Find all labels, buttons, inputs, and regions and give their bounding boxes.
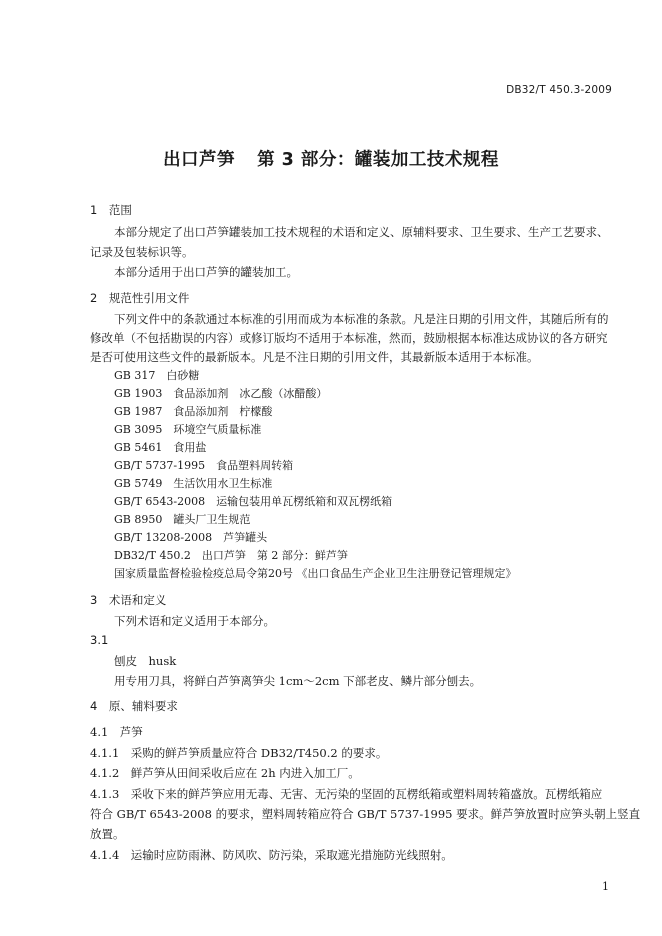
reference-item: GB 8950 罐头厂卫生规范 bbox=[114, 513, 251, 526]
reference-item: DB32/T 450.2 出口芦笋 第 2 部分：鲜芦笋 bbox=[114, 549, 348, 562]
document-title bbox=[0, 146, 662, 171]
reference-item: GB/T 13208-2008 芦笋罐头 bbox=[114, 531, 268, 544]
subsection-4-1-heading: 4.1 芦笋 bbox=[90, 725, 143, 739]
page-number: 1 bbox=[602, 880, 609, 893]
reference-item: GB 3095 环境空气质量标准 bbox=[114, 423, 262, 436]
reference-item: GB 1903 食品添加剂 冰乙酸（冰醋酸） bbox=[114, 387, 328, 400]
reference-item: GB 1987 食品添加剂 柠檬酸 bbox=[114, 405, 273, 418]
clause-4-1-3-line-3: 放置。 bbox=[90, 827, 125, 841]
section-1-heading: 1 范围 bbox=[90, 203, 132, 217]
reference-item: GB/T 5737-1995 食品塑料周转箱 bbox=[114, 459, 294, 472]
clause-4-1-1: 4.1.1 采购的鲜芦笋质量应符合 DB32/T450.2 的要求。 bbox=[90, 746, 388, 760]
title-main: 出口芦笋 bbox=[163, 150, 236, 170]
title-sub: 第 3 部分：罐装加工技术规程 bbox=[257, 150, 499, 170]
section-2-intro-line-2: 修改单（不包括勘误的内容）或修订版均不适用于本标准，然而，鼓励根据本标准达成协议的各方研究 bbox=[90, 331, 608, 345]
reference-item: GB/T 6543-2008 运输包装用单瓦楞纸箱和双瓦楞纸箱 bbox=[114, 495, 393, 508]
reference-item: GB 317 白砂糖 bbox=[114, 369, 200, 382]
section-3-heading: 3 术语和定义 bbox=[90, 593, 167, 607]
reference-item: 国家质量监督检验检疫总局令第20号 《出口食品生产企业卫生注册登记管理规定》 bbox=[114, 567, 517, 580]
reference-item: GB 5461 食用盐 bbox=[114, 441, 207, 454]
reference-item: GB 5749 生活饮用水卫生标准 bbox=[114, 477, 273, 490]
clause-4-1-3-line-1: 4.1.3 采收下来的鲜芦笋应用无毒、无害、无污染的坚固的瓦楞纸箱或塑料周转箱盛放。瓦楞纸箱应 bbox=[90, 787, 603, 801]
clause-4-1-2: 4.1.2 鲜芦笋从田间采收后应在 2h 内进入加工厂。 bbox=[90, 766, 360, 780]
term-number: 3.1 bbox=[90, 633, 109, 647]
term-name: 刨皮 husk bbox=[114, 654, 177, 668]
section-1-paragraph-2: 本部分适用于出口芦笋的罐装加工。 bbox=[114, 265, 298, 279]
term-definition: 用专用刀具，将鲜白芦笋离笋尖 1cm～2cm 下部老皮、鳞片部分刨去。 bbox=[114, 674, 482, 688]
section-1-paragraph-line-1: 本部分规定了出口芦笋罐装加工技术规程的术语和定义、原辅料要求、卫生要求、生产工艺要求、 bbox=[114, 225, 609, 239]
section-2-intro-line-3: 是否可使用这些文件的最新版本。凡是不注日期的引用文件，其最新版本适用于本标准。 bbox=[90, 350, 539, 364]
section-2-heading: 2 规范性引用文件 bbox=[90, 291, 190, 305]
section-2-intro-line-1: 下列文件中的条款通过本标准的引用而成为本标准的条款。凡是注日期的引用文件，其随后所有的 bbox=[114, 312, 609, 326]
standard-code: DB32/T 450.3-2009 bbox=[506, 84, 612, 96]
section-1-paragraph-line-2: 记录及包装标识等。 bbox=[90, 245, 194, 259]
section-3-intro: 下列术语和定义适用于本部分。 bbox=[114, 614, 275, 628]
clause-4-1-3-line-2: 符合 GB/T 6543-2008 的要求，塑料周转箱应符合 GB/T 5737-1995 要求。鲜芦笋放置时应笋头朝上竖直 bbox=[90, 807, 641, 821]
section-4-heading: 4 原、辅料要求 bbox=[90, 699, 178, 713]
clause-4-1-4: 4.1.4 运输时应防雨淋、防风吹、防污染，采取遮光措施防光线照射。 bbox=[90, 848, 453, 862]
